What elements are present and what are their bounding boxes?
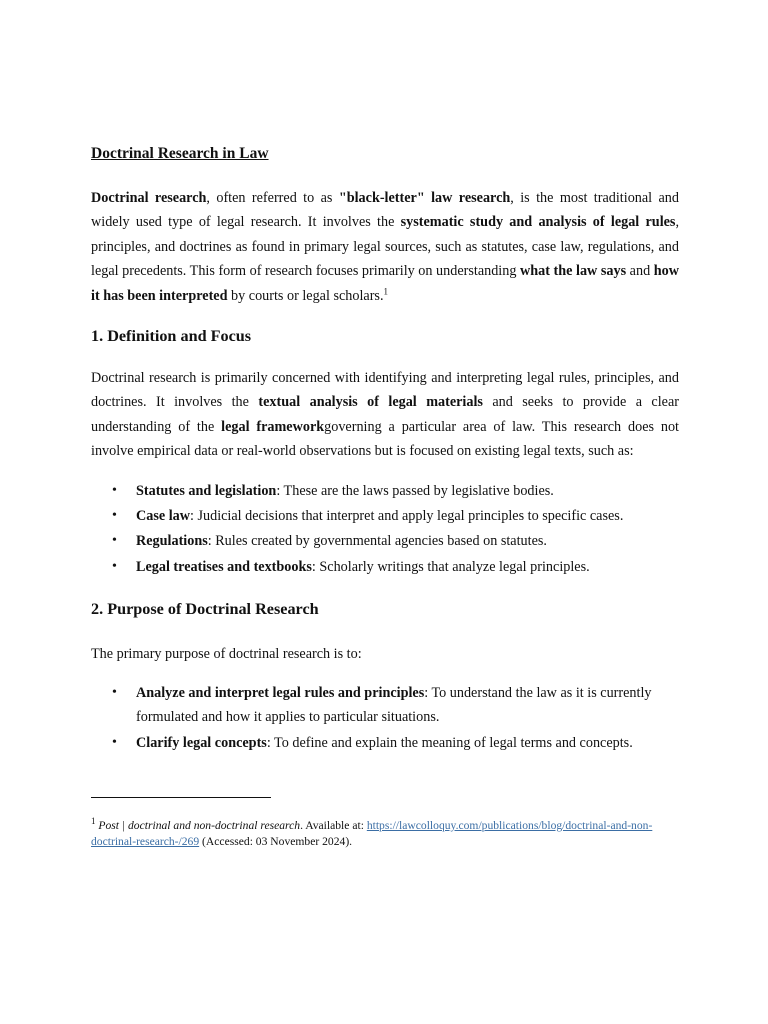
text: and	[626, 263, 654, 280]
text: Doctrinal research is primarily concerned with identifying and interpreting legal rules, principles, and doctrines. It involves the	[91, 370, 679, 411]
definition-paragraph	[91, 366, 679, 464]
footnote-number: 1	[91, 816, 96, 827]
text: and seeks to provide a clear understanding of the	[91, 394, 679, 435]
footnote-reference[interactable]: 1	[383, 285, 389, 296]
legal-texts-list	[91, 479, 679, 580]
list-item-text: : To define and explain the meaning of legal terms and concepts.	[266, 734, 633, 751]
footnote-separator	[91, 797, 271, 798]
footnote-link[interactable]: https://lawcolloquy.com/publications/blog/doctrinal-and-non-doctrinal-research-/269	[91, 819, 653, 848]
list-item-term: Case law	[136, 508, 190, 525]
purpose-list	[91, 681, 679, 756]
text: (Accessed: 03 November 2024).	[199, 835, 353, 848]
text: , often referred to as	[206, 190, 339, 206]
bold-text: Doctrinal research	[91, 190, 207, 206]
bold-text: textual analysis of legal materials	[258, 394, 483, 411]
text: . Available at:	[300, 819, 367, 832]
text: by courts or legal scholars.	[227, 287, 384, 304]
list-item	[91, 504, 679, 528]
intro-paragraph	[91, 186, 679, 308]
section-heading-purpose: 2. Purpose of Doctrinal Research	[91, 600, 319, 618]
footnote-source-title: Post | doctrinal and non-doctrinal research	[98, 819, 301, 832]
bold-text: systematic study and analysis of legal rules	[400, 214, 676, 231]
bold-text: what the law says	[520, 263, 627, 280]
bold-text: legal framework	[221, 418, 325, 435]
page-title: Doctrinal Research in Law	[91, 145, 269, 162]
list-item	[91, 479, 679, 503]
list-item-term: Statutes and legislation	[136, 483, 277, 499]
list-item-term: Clarify legal concepts	[136, 734, 267, 751]
list-item-text: : Judicial decisions that interpret and apply legal principles to specific cases.	[190, 508, 624, 525]
text: , is the most traditional and widely used type of legal research. It involves the	[91, 190, 679, 231]
list-item	[91, 555, 679, 579]
list-item-text: : Rules created by governmental agencies based on statutes.	[207, 533, 547, 550]
list-item	[91, 731, 679, 755]
list-item	[91, 529, 679, 553]
section-heading-definition: 1. Definition and Focus	[91, 327, 252, 345]
list-item	[91, 681, 679, 730]
list-item-term: Analyze and interpret legal rules and principles	[136, 685, 425, 701]
bold-text: how it has been interpreted	[91, 263, 679, 304]
list-item-text: : These are the laws passed by legislative bodies.	[276, 483, 554, 499]
footnote	[91, 818, 679, 850]
list-item-text: : Scholarly writings that analyze legal principles.	[311, 558, 590, 575]
purpose-intro: The primary purpose of doctrinal research is to:	[91, 646, 362, 662]
list-item-text: : To understand the law as it is currently formulated and how it applies to particular situations.	[136, 685, 652, 726]
bold-text: "black-letter" law research	[338, 190, 511, 206]
list-item-term: Legal treatises and textbooks	[136, 558, 312, 575]
list-item-term: Regulations	[136, 533, 208, 550]
text: governing a particular area of law. This research does not involve empirical data or real-world observations but is focused on existing legal texts, such as:	[91, 418, 680, 460]
text: , principles, and doctrines as found in primary legal sources, such as statutes, case law, regulations, and legal precedents. This form of research focuses primarily on understanding	[91, 214, 679, 280]
